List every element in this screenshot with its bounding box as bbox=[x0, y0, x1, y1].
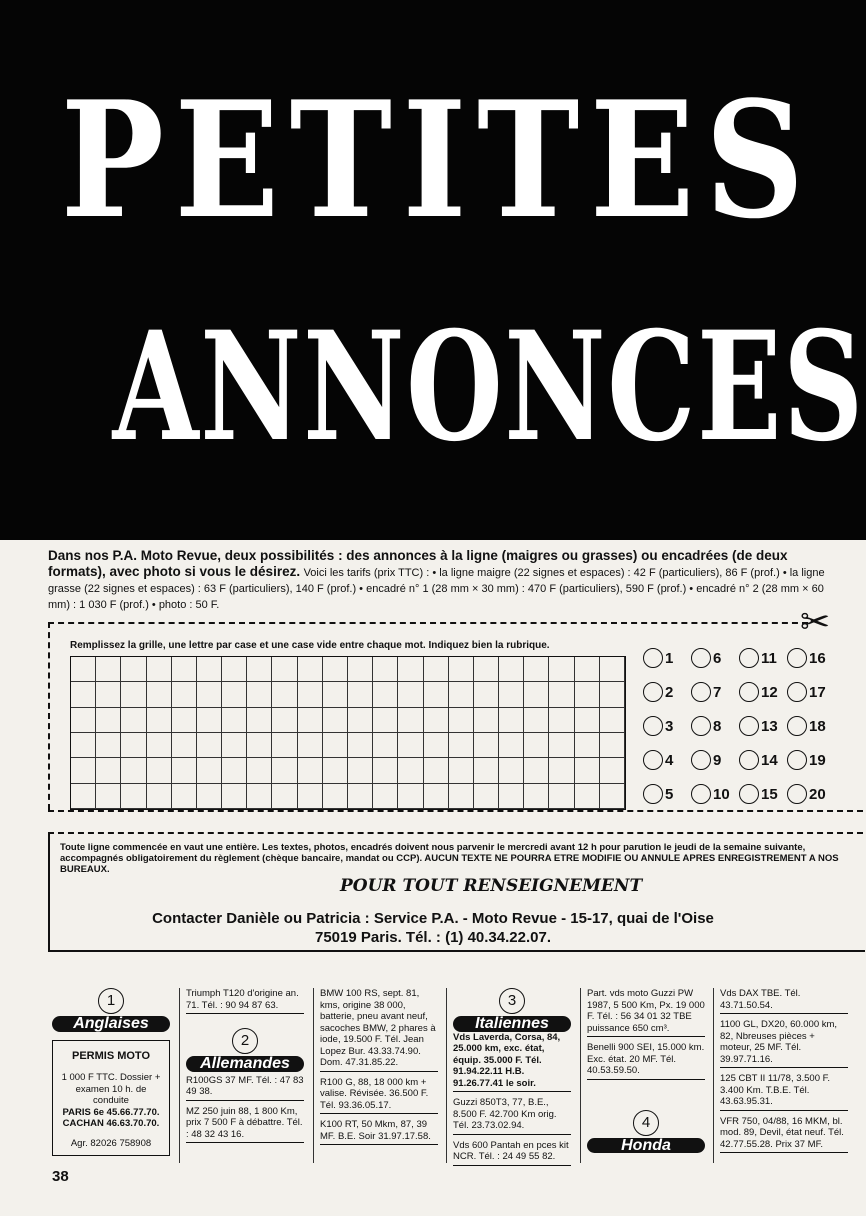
rubrique-number: 6 bbox=[713, 649, 722, 667]
grid-cell[interactable] bbox=[71, 784, 96, 809]
column-divider bbox=[580, 988, 581, 1163]
grid-cell[interactable] bbox=[147, 708, 172, 733]
ad-item: Benelli 900 SEI, 15.000 km. Exc. état. 20 MF. Tél. 40.53.59.50. bbox=[587, 1042, 705, 1080]
grid-cell[interactable] bbox=[298, 758, 323, 783]
rubrique-option-10[interactable] bbox=[691, 784, 730, 804]
grid-cell[interactable] bbox=[600, 758, 625, 783]
ad-item: BMW 100 RS, sept. 81, kms, origine 38 000, batterie, pneu avant neuf, sacoches BMW, 2 phares à iode, 19.500 F. Tél. Jean Lopez Bur. 43.33.74.90. Dom. 47.31.85.22. bbox=[320, 988, 438, 1072]
ad-item: Vds 600 Pantah en pces kit NCR. Tél. : 24 49 55 82. bbox=[453, 1140, 571, 1166]
rubrique-option-13[interactable] bbox=[739, 716, 778, 736]
permis-title: PERMIS MOTO bbox=[71, 1049, 151, 1062]
ad-item: R100GS 37 MF. Tél. : 47 83 49 38. bbox=[186, 1075, 304, 1101]
circle-icon[interactable] bbox=[787, 648, 807, 668]
grid-cell[interactable] bbox=[600, 784, 625, 809]
ad-item: Part. vds moto Guzzi PW 1987, 5 500 Km, Px. 19 000 F. Tél. : 56 34 01 32 TBE puissance 650 cm³. bbox=[587, 988, 705, 1037]
grid-cell[interactable] bbox=[298, 733, 323, 758]
letter-grid[interactable] bbox=[70, 656, 626, 810]
grid-cell[interactable] bbox=[121, 733, 146, 758]
grid-cell[interactable] bbox=[549, 758, 574, 783]
category-honda: Honda bbox=[587, 1138, 705, 1154]
grid-cell[interactable] bbox=[147, 733, 172, 758]
category-italiennes: Italiennes bbox=[453, 1016, 571, 1032]
grid-cell[interactable] bbox=[298, 708, 323, 733]
ad-item: 125 CBT II 11/78, 3.500 F. 3.400 Km. T.B.E. Tél. 43.63.95.31. bbox=[720, 1073, 848, 1111]
grid-cell[interactable] bbox=[373, 784, 398, 809]
grid-cell[interactable] bbox=[348, 784, 373, 809]
grid-cell[interactable] bbox=[247, 733, 272, 758]
grid-cell[interactable] bbox=[298, 682, 323, 707]
grid-cell[interactable] bbox=[121, 657, 146, 682]
rubrique-option-19[interactable] bbox=[787, 750, 826, 770]
circle-icon[interactable] bbox=[739, 648, 759, 668]
grid-cell[interactable] bbox=[449, 657, 474, 682]
grid-cell[interactable] bbox=[121, 758, 146, 783]
rubrique-option-9[interactable] bbox=[691, 750, 721, 770]
rubrique-number: 17 bbox=[809, 683, 826, 701]
conditions-text: Toute ligne commencée en vaut une entière. Les textes, photos, encadrés doivent nous parvenir le mercredi avant 12 h pour parution le jeudi de la semaine suivante, accompagnés obligatoirement du règlement (chèque bancaire, mandat ou CCP). AUCUN TEXTE NE POURRA ETRE MODIFIE OU ANNULE APRES ENREGISTREMENT A NOS BUREAUX. bbox=[60, 842, 839, 875]
rubrique-option-5[interactable] bbox=[643, 784, 673, 804]
grid-cell[interactable] bbox=[96, 733, 121, 758]
permis-body: 1 000 F TTC. Dossier + examen 10 h. de conduite bbox=[61, 1072, 161, 1106]
grid-cell[interactable] bbox=[247, 708, 272, 733]
scissors-icon: ✂ bbox=[800, 601, 831, 642]
grid-cell[interactable] bbox=[575, 682, 600, 707]
grid-cell[interactable] bbox=[96, 708, 121, 733]
grid-cell[interactable] bbox=[600, 657, 625, 682]
rubrique-number: 13 bbox=[761, 717, 778, 735]
grid-cell[interactable] bbox=[71, 682, 96, 707]
rubrique-number: 7 bbox=[713, 683, 722, 701]
grid-cell[interactable] bbox=[121, 784, 146, 809]
ad-item: 1100 GL, DX20, 60.000 km, 82, Nbreuses pièces + moteur, 25 MF. Tél. 39.97.71.16. bbox=[720, 1019, 848, 1068]
grid-cell[interactable] bbox=[474, 708, 499, 733]
rubrique-option-3[interactable] bbox=[643, 716, 673, 736]
title-petites: PETITES bbox=[60, 66, 815, 254]
permis-cachan: CACHAN 46.63.70.70. bbox=[62, 1118, 160, 1129]
column-divider bbox=[713, 988, 714, 1163]
grid-cell[interactable] bbox=[197, 708, 222, 733]
circle-icon[interactable] bbox=[643, 750, 663, 770]
circle-icon[interactable] bbox=[739, 682, 759, 702]
rubrique-option-12[interactable] bbox=[739, 682, 778, 702]
grid-cell[interactable] bbox=[222, 708, 247, 733]
circle-icon[interactable] bbox=[691, 716, 711, 736]
grid-cell[interactable] bbox=[197, 758, 222, 783]
column-1 bbox=[52, 988, 170, 1156]
grid-cell[interactable] bbox=[600, 682, 625, 707]
column-divider bbox=[446, 988, 447, 1163]
grid-cell[interactable] bbox=[298, 784, 323, 809]
category-number: 1 bbox=[98, 988, 124, 1014]
grid-cell[interactable] bbox=[398, 784, 423, 809]
grid-cell[interactable] bbox=[247, 682, 272, 707]
grid-cell[interactable] bbox=[222, 657, 247, 682]
info-box-top bbox=[48, 832, 863, 834]
grid-cell[interactable] bbox=[575, 784, 600, 809]
grid-cell[interactable] bbox=[323, 657, 348, 682]
circle-icon[interactable] bbox=[691, 784, 711, 804]
grid-cell[interactable] bbox=[449, 733, 474, 758]
grid-cell[interactable] bbox=[449, 682, 474, 707]
ad-item: Vds Laverda, Corsa, 84, 25.000 km, exc. état, équip. 35.000 F. Tél. 91.94.22.11 H.B. 91.26.77.41 le soir. bbox=[453, 1032, 571, 1093]
cut-line-left bbox=[48, 622, 50, 810]
rubrique-number: 2 bbox=[665, 683, 674, 701]
grid-cell[interactable] bbox=[373, 657, 398, 682]
grid-cell[interactable] bbox=[323, 682, 348, 707]
permis-moto-box bbox=[52, 1040, 170, 1157]
grid-cell[interactable] bbox=[524, 758, 549, 783]
grid-cell[interactable] bbox=[549, 682, 574, 707]
grid-cell[interactable] bbox=[197, 733, 222, 758]
grid-cell[interactable] bbox=[172, 784, 197, 809]
grid-cell[interactable] bbox=[323, 758, 348, 783]
ad-item: Guzzi 850T3, 77, B.E., 8.500 F. 42.700 Km orig. Tél. 23.73.02.94. bbox=[453, 1097, 571, 1135]
title-annonces: ANNONCES bbox=[112, 299, 865, 475]
grid-cell[interactable] bbox=[272, 784, 297, 809]
grid-cell[interactable] bbox=[449, 784, 474, 809]
ad-item: Triumph T120 d'origine an. 71. Tél. : 90 94 87 63. bbox=[186, 988, 304, 1014]
grid-cell[interactable] bbox=[121, 682, 146, 707]
grid-cell[interactable] bbox=[499, 758, 524, 783]
column-3 bbox=[320, 988, 438, 1150]
grid-cell[interactable] bbox=[247, 657, 272, 682]
grid-cell[interactable] bbox=[172, 682, 197, 707]
circle-icon[interactable] bbox=[691, 750, 711, 770]
grid-cell[interactable] bbox=[575, 758, 600, 783]
grid-cell[interactable] bbox=[549, 657, 574, 682]
grid-cell[interactable] bbox=[96, 758, 121, 783]
contact-line-2: 75019 Paris. Tél. : (1) 40.34.22.07. bbox=[315, 929, 551, 946]
grid-cell[interactable] bbox=[524, 682, 549, 707]
grid-cell[interactable] bbox=[222, 733, 247, 758]
column-2 bbox=[186, 988, 304, 1148]
grid-cell[interactable] bbox=[298, 657, 323, 682]
grid-cell[interactable] bbox=[549, 784, 574, 809]
grid-cell[interactable] bbox=[197, 784, 222, 809]
rubrique-option-18[interactable] bbox=[787, 716, 826, 736]
grid-cell[interactable] bbox=[474, 758, 499, 783]
grid-cell[interactable] bbox=[172, 733, 197, 758]
grid-cell[interactable] bbox=[524, 784, 549, 809]
grid-cell[interactable] bbox=[323, 733, 348, 758]
grid-cell[interactable] bbox=[549, 708, 574, 733]
grid-cell[interactable] bbox=[147, 657, 172, 682]
rubrique-number: 8 bbox=[713, 717, 722, 735]
grid-cell[interactable] bbox=[96, 682, 121, 707]
grid-cell[interactable] bbox=[600, 708, 625, 733]
grid-cell[interactable] bbox=[71, 733, 96, 758]
ad-item: VFR 750, 04/88, 16 MKM, bl. mod. 89, Devil, état neuf. Tél. 42.77.55.28. Prix 37 MF. bbox=[720, 1116, 848, 1154]
grid-cell[interactable] bbox=[222, 682, 247, 707]
circle-icon[interactable] bbox=[739, 716, 759, 736]
grid-cell[interactable] bbox=[71, 657, 96, 682]
grid-cell[interactable] bbox=[449, 758, 474, 783]
rubrique-option-6[interactable] bbox=[691, 648, 721, 668]
grid-cell[interactable] bbox=[147, 682, 172, 707]
grid-cell[interactable] bbox=[348, 682, 373, 707]
page-number: 38 bbox=[52, 1168, 69, 1185]
grid-cell[interactable] bbox=[373, 682, 398, 707]
circle-icon[interactable] bbox=[787, 716, 807, 736]
grid-cell[interactable] bbox=[272, 758, 297, 783]
grid-cell[interactable] bbox=[474, 657, 499, 682]
circle-icon[interactable] bbox=[787, 750, 807, 770]
grid-cell[interactable] bbox=[398, 733, 423, 758]
column-4 bbox=[453, 988, 571, 1171]
grid-cell[interactable] bbox=[474, 733, 499, 758]
rubrique-number: 16 bbox=[809, 649, 826, 667]
intro-text bbox=[48, 548, 848, 613]
rubrique-number: 4 bbox=[665, 751, 674, 769]
circle-icon[interactable] bbox=[691, 648, 711, 668]
grid-cell[interactable] bbox=[499, 682, 524, 707]
grid-cell[interactable] bbox=[524, 733, 549, 758]
category-allemandes: Allemandes bbox=[186, 1056, 304, 1072]
grid-cell[interactable] bbox=[499, 708, 524, 733]
grid-cell[interactable] bbox=[272, 657, 297, 682]
grid-cell[interactable] bbox=[197, 657, 222, 682]
grid-cell[interactable] bbox=[424, 682, 449, 707]
rubrique-option-4[interactable] bbox=[643, 750, 673, 770]
grid-cell[interactable] bbox=[323, 784, 348, 809]
grid-cell[interactable] bbox=[424, 758, 449, 783]
category-anglaises: Anglaises bbox=[52, 1016, 170, 1032]
permis-paris: PARIS 6e 45.66.77.70. bbox=[62, 1106, 160, 1118]
rubrique-selector bbox=[643, 640, 843, 810]
circle-icon[interactable] bbox=[643, 648, 663, 668]
grid-cell[interactable] bbox=[247, 758, 272, 783]
grid-cell[interactable] bbox=[474, 784, 499, 809]
ad-item: Vds DAX TBE. Tél. 43.71.50.54. bbox=[720, 988, 848, 1014]
grid-cell[interactable] bbox=[96, 657, 121, 682]
grid-cell[interactable] bbox=[247, 784, 272, 809]
grid-cell[interactable] bbox=[398, 708, 423, 733]
grid-cell[interactable] bbox=[424, 708, 449, 733]
rubrique-number: 10 bbox=[713, 785, 730, 803]
cut-line-top bbox=[48, 622, 808, 624]
grid-cell[interactable] bbox=[222, 758, 247, 783]
title-banner bbox=[0, 0, 866, 540]
form-instruction: Remplissez la grille, une lettre par case et une case vide entre chaque mot. Indiquez bien la rubrique. bbox=[70, 640, 550, 651]
grid-cell[interactable] bbox=[373, 733, 398, 758]
grid-cell[interactable] bbox=[499, 657, 524, 682]
grid-cell[interactable] bbox=[424, 784, 449, 809]
grid-cell[interactable] bbox=[71, 708, 96, 733]
handwritten-heading: POUR TOUT RENSEIGNEMENT bbox=[340, 876, 643, 896]
grid-cell[interactable] bbox=[222, 784, 247, 809]
grid-cell[interactable] bbox=[373, 708, 398, 733]
grid-cell[interactable] bbox=[121, 708, 146, 733]
grid-cell[interactable] bbox=[348, 758, 373, 783]
grid-cell[interactable] bbox=[197, 682, 222, 707]
grid-cell[interactable] bbox=[549, 733, 574, 758]
grid-cell[interactable] bbox=[272, 733, 297, 758]
grid-cell[interactable] bbox=[147, 784, 172, 809]
circle-icon[interactable] bbox=[787, 682, 807, 702]
grid-cell[interactable] bbox=[147, 758, 172, 783]
rubrique-option-11[interactable] bbox=[739, 648, 777, 668]
intro-tarifs: Voici les tarifs (prix TTC) : • la ligne maigre (22 signes et espaces) : 42 F (particuliers), 86 F (prof.) • la ligne grasse (22 signes et espaces) : 63 F (particuliers), 140 F (prof.) • encadré n° 1 (28 mm × 30 mm) : 470 F (particuliers), 590 F (prof.) • encadré n° 2 (28 mm × 60 mm) : 1 030 F (prof.) • photo : 50 F. bbox=[48, 567, 825, 611]
rubrique-number: 9 bbox=[713, 751, 722, 769]
grid-cell[interactable] bbox=[600, 733, 625, 758]
rubrique-number: 20 bbox=[809, 785, 826, 803]
grid-cell[interactable] bbox=[524, 708, 549, 733]
column-6 bbox=[720, 988, 848, 1158]
grid-cell[interactable] bbox=[575, 708, 600, 733]
category-number: 4 bbox=[633, 1110, 659, 1136]
column-divider bbox=[179, 988, 180, 1163]
grid-cell[interactable] bbox=[172, 657, 197, 682]
grid-cell[interactable] bbox=[449, 708, 474, 733]
column-divider bbox=[313, 988, 314, 1163]
circle-icon[interactable] bbox=[643, 682, 663, 702]
grid-cell[interactable] bbox=[575, 733, 600, 758]
category-number: 3 bbox=[499, 988, 525, 1014]
contact-line-1: Contacter Danièle ou Patricia : Service P.A. - Moto Revue - 15-17, quai de l'Oise bbox=[152, 910, 714, 927]
grid-cell[interactable] bbox=[373, 758, 398, 783]
rubrique-number: 11 bbox=[761, 649, 777, 667]
rubrique-option-20[interactable] bbox=[787, 784, 826, 804]
rubrique-number: 1 bbox=[665, 649, 674, 667]
grid-cell[interactable] bbox=[323, 708, 348, 733]
circle-icon[interactable] bbox=[787, 784, 807, 804]
grid-cell[interactable] bbox=[499, 784, 524, 809]
grid-cell[interactable] bbox=[398, 682, 423, 707]
grid-cell[interactable] bbox=[398, 657, 423, 682]
grid-cell[interactable] bbox=[424, 733, 449, 758]
rubrique-number: 15 bbox=[761, 785, 778, 803]
grid-cell[interactable] bbox=[398, 758, 423, 783]
grid-cell[interactable] bbox=[348, 733, 373, 758]
rubrique-number: 12 bbox=[761, 683, 778, 701]
rubrique-number: 18 bbox=[809, 717, 826, 735]
rubrique-number: 19 bbox=[809, 751, 826, 769]
rubrique-option-2[interactable] bbox=[643, 682, 673, 702]
grid-cell[interactable] bbox=[348, 708, 373, 733]
grid-cell[interactable] bbox=[348, 657, 373, 682]
rubrique-option-8[interactable] bbox=[691, 716, 721, 736]
grid-cell[interactable] bbox=[575, 657, 600, 682]
ad-item: R100 G, 88, 18 000 km + valise. Révisée. 36.500 F. Tél. 93.36.05.17. bbox=[320, 1077, 438, 1115]
column-5 bbox=[587, 988, 705, 1153]
rubrique-option-1[interactable] bbox=[643, 648, 673, 668]
grid-cell[interactable] bbox=[172, 708, 197, 733]
grid-cell[interactable] bbox=[474, 682, 499, 707]
intro-lead: Dans nos P.A. Moto Revue, deux possibilités : des annonces à la ligne (maigres ou grasses) ou encadrées (de deux formats), avec photo si vous le désirez. bbox=[48, 548, 788, 579]
rubrique-option-16[interactable] bbox=[787, 648, 826, 668]
rubrique-number: 14 bbox=[761, 751, 778, 769]
rubrique-option-17[interactable] bbox=[787, 682, 826, 702]
rubrique-option-14[interactable] bbox=[739, 750, 778, 770]
ad-item: K100 RT, 50 Mkm, 87, 39 MF. B.E. Soir 31.97.17.58. bbox=[320, 1119, 438, 1145]
cut-line-bottom bbox=[48, 810, 863, 812]
circle-icon[interactable] bbox=[739, 784, 759, 804]
rubrique-option-15[interactable] bbox=[739, 784, 778, 804]
circle-icon[interactable] bbox=[643, 716, 663, 736]
grid-cell[interactable] bbox=[272, 682, 297, 707]
circle-icon[interactable] bbox=[643, 784, 663, 804]
grid-cell[interactable] bbox=[424, 657, 449, 682]
category-number: 2 bbox=[232, 1028, 258, 1054]
circle-icon[interactable] bbox=[739, 750, 759, 770]
grid-cell[interactable] bbox=[172, 758, 197, 783]
circle-icon[interactable] bbox=[691, 682, 711, 702]
grid-cell[interactable] bbox=[96, 784, 121, 809]
permis-agr: Agr. 82026 758908 bbox=[70, 1137, 152, 1149]
rubrique-number: 5 bbox=[665, 785, 674, 803]
rubrique-number: 3 bbox=[665, 717, 674, 735]
grid-cell[interactable] bbox=[272, 708, 297, 733]
rubrique-option-7[interactable] bbox=[691, 682, 721, 702]
grid-cell[interactable] bbox=[71, 758, 96, 783]
ad-item: MZ 250 juin 88, 1 800 Km, prix 7 500 F à débattre. Tél. : 48 32 43 16. bbox=[186, 1106, 304, 1144]
grid-cell[interactable] bbox=[524, 657, 549, 682]
grid-cell[interactable] bbox=[499, 733, 524, 758]
